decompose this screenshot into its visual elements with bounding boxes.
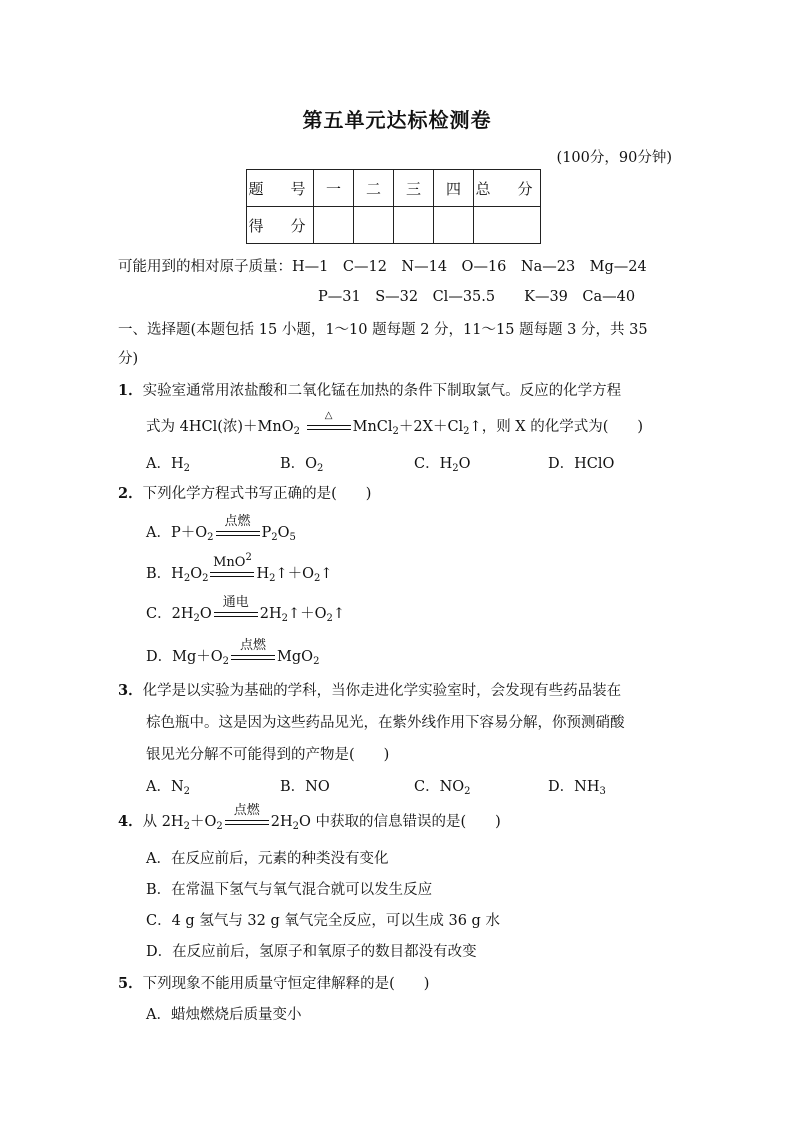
question-number: 4．: [118, 813, 143, 830]
reaction-arrow: [216, 514, 260, 540]
reaction-arrow: [210, 552, 254, 581]
option-b[interactable]: B．在常温下氢气与氧气混合就可以发生反应: [146, 882, 433, 898]
option-c[interactable]: C．$H_2O$: [414, 456, 471, 474]
equation-text: ↑，则 X 的化学式为( ): [469, 419, 644, 435]
reaction-arrow: [307, 410, 351, 434]
equation-text: 式为 4HCl(浓)＋MnO: [146, 419, 294, 435]
option-d[interactable]: D．$NH_3$: [548, 779, 606, 797]
exam-info: (100分，90分钟): [556, 150, 672, 166]
question-text: 实验室通常用浓盐酸和二氧化锰在加热的条件下制取氯气。反应的化学方程: [142, 383, 622, 399]
question-3: [118, 679, 621, 700]
score-cell[interactable]: [314, 207, 354, 244]
score-cell[interactable]: [354, 207, 394, 244]
score-table-header: 一: [314, 170, 354, 207]
option-b[interactable]: B．NO: [280, 779, 330, 795]
section-heading-cont: 分): [118, 351, 139, 367]
question-1-equation: 式为 4HCl(浓)＋MnO$_2$ △ $MnCl_2+2X+Cl_2↑$，则 X 的化学式为( ): [146, 410, 644, 437]
heat-symbol: △: [324, 410, 333, 421]
question-3-options: [146, 775, 682, 796]
option-a[interactable]: A．在反应前后，元素的种类没有变化: [146, 851, 389, 867]
score-cell[interactable]: [394, 207, 434, 244]
score-table-header: 总 分: [474, 170, 541, 207]
score-table-header: 题 号: [247, 170, 314, 207]
question-1: [118, 379, 621, 400]
atomic-masses-line1: [118, 255, 647, 276]
option-d[interactable]: D．在反应前后，氢原子和氧原子的数目都没有改变: [146, 944, 477, 960]
score-table: [246, 169, 541, 244]
question-number: 1．: [118, 382, 143, 399]
option-b[interactable]: B．$H_2O_2$ MnO$^2$ $H_2↑+O_2↑$: [146, 552, 333, 584]
condition-label: 点燃: [224, 514, 251, 529]
option-a[interactable]: A．蜡烛燃烧后质量变小: [146, 1007, 302, 1023]
question-1-options: [146, 452, 682, 473]
option-a[interactable]: A．$P+O_2$ 点燃 $P_2O_5$: [146, 514, 296, 543]
question-3-line3: 银见光分解不可能得到的产物是( ): [146, 747, 390, 763]
score-table-header: 四: [434, 170, 474, 207]
reaction-arrow: [231, 638, 275, 664]
equation-text: MnCl: [352, 419, 393, 435]
reaction-arrow: [214, 595, 258, 621]
score-table-score-row: [247, 207, 541, 244]
question-text: 下列现象不能用质量守恒定律解释的是( ): [142, 976, 430, 992]
option-c[interactable]: C．$2H_2O$ 通电 $2H_2↑+O_2↑$: [146, 595, 346, 624]
question-5: [118, 972, 429, 993]
equation-text: ＋2X＋Cl: [398, 419, 464, 435]
question-text: 化学是以实验为基础的学科，当你走进化学实验室时，会发现有些药品装在: [142, 683, 622, 699]
question-text: O 中获取的信息错误的是( ): [298, 814, 501, 830]
condition-label: MnO$^2$: [213, 552, 252, 570]
option-a[interactable]: A．$N_2$: [146, 779, 191, 797]
question-3-line2: 棕色瓶中。这是因为这些药品见光，在紫外线作用下容易分解，你预测硝酸: [146, 715, 625, 731]
condition-label: 通电: [222, 595, 249, 610]
option-d[interactable]: D．$Mg+O_2$ 点燃 MgO$_2$: [146, 638, 320, 667]
question-number: 2．: [118, 485, 143, 502]
score-table-header-row: [247, 170, 541, 207]
question-2: [118, 482, 371, 503]
equation-text: 2H: [270, 814, 293, 830]
atomic-masses-label: 可能用到的相对原子质量：: [118, 259, 292, 275]
option-a[interactable]: A．$H_2$: [146, 456, 190, 474]
section-heading: 一、选择题(本题包括 15 小题，1～10 题每题 2 分，11～15 题每题 3 分，共 35: [118, 322, 648, 338]
equation-text: 从 2H: [142, 814, 184, 830]
question-number: 5．: [118, 975, 143, 992]
score-cell[interactable]: [474, 207, 541, 244]
question-number: 3．: [118, 682, 143, 699]
score-table-header: 二: [354, 170, 394, 207]
question-4: 4．从 $2H_2+O_2$ 点燃 $2H_2O$ 中获取的信息错误的是( ): [118, 803, 501, 832]
condition-label: 点燃: [233, 803, 260, 818]
page-title: 第五单元达标检测卷: [302, 108, 492, 132]
option-b[interactable]: B．$O_2$: [280, 456, 324, 474]
option-d[interactable]: D．HClO: [548, 456, 615, 472]
score-table-header: 三: [394, 170, 434, 207]
option-c[interactable]: C．$NO_2$: [414, 779, 471, 797]
option-c[interactable]: C．4 g 氢气与 32 g 氧气完全反应，可以生成 36 g 水: [146, 913, 500, 929]
question-text: 下列化学方程式书写正确的是( ): [142, 486, 372, 502]
score-cell[interactable]: [434, 207, 474, 244]
score-row-label: 得 分: [247, 207, 314, 244]
condition-label: 点燃: [240, 638, 267, 653]
atomic-masses-values: H—1 C—12 N—14 O—16 Na—23 Mg—24: [292, 259, 647, 275]
reaction-arrow: [225, 803, 269, 829]
atomic-masses-line2: P—31 S—32 Cl—35.5 K—39 Ca—40: [318, 289, 636, 305]
